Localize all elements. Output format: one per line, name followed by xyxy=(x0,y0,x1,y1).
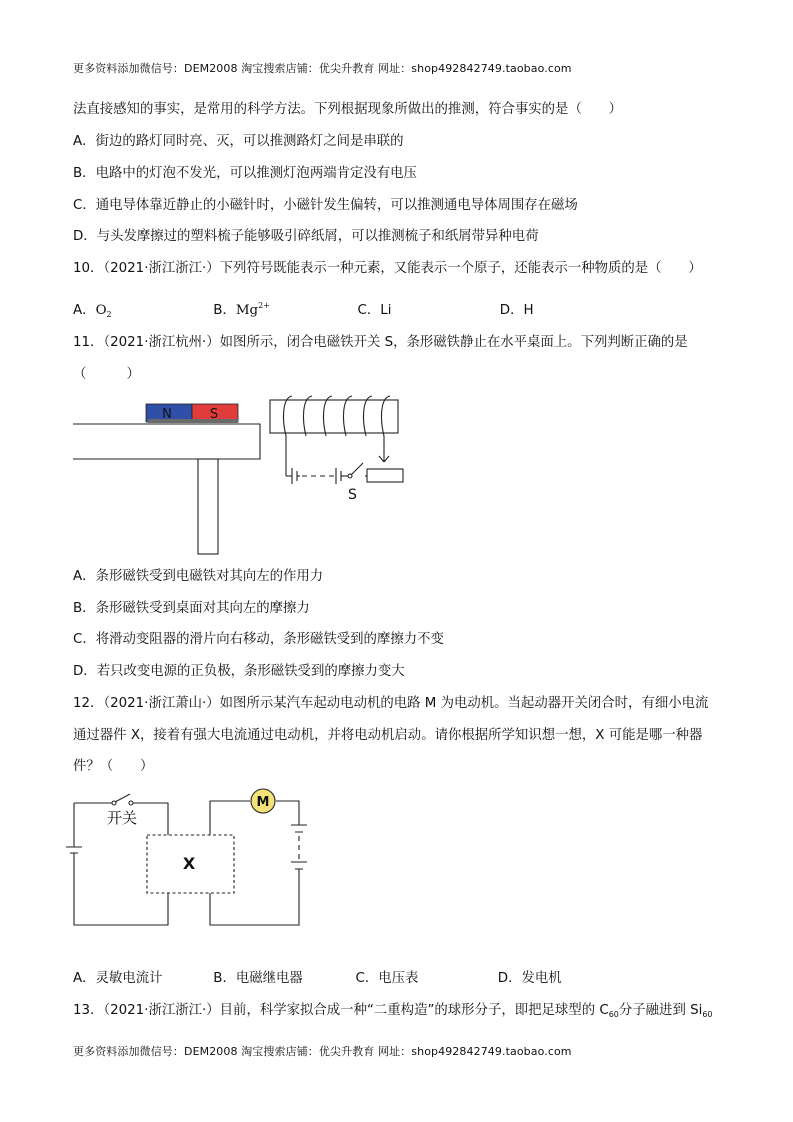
q10-option-a-label: A． xyxy=(73,303,96,318)
q12-option-d: D．发电机 xyxy=(497,971,562,986)
q11-stem-line1: 11．（2021·浙江杭州·）如图所示，闭合电磁铁开关 S，条形磁铁静止在水平桌面上。下列判断正确的是 xyxy=(73,335,688,350)
q12-options xyxy=(73,970,562,988)
magnet-n-label: N xyxy=(162,407,172,422)
q13-stem-main: 13．（2021·浙江浙江·）目前，科学家拟合成一种“二重构造”的球形分子，即把足球型的 C xyxy=(73,1003,609,1018)
q11-option-d: D．若只改变电源的正负极，条形磁铁受到的摩擦力变大 xyxy=(73,664,405,679)
q11-stem-line2: （ ） xyxy=(73,367,140,382)
left-battery xyxy=(66,847,82,853)
right-battery xyxy=(291,825,307,832)
q9-option-b: B．电路中的灯泡不发光，可以推测灯泡两端肯定没有电压 xyxy=(73,166,417,181)
q10-option-b-superscript: 2+ xyxy=(258,301,270,310)
q11-option-b: B．条形磁铁受到桌面对其向左的摩擦力 xyxy=(73,601,310,616)
q12-stem-line3: 件？（ ） xyxy=(73,759,154,774)
magnet-s-label: S xyxy=(209,407,219,422)
page-footer: 更多资料添加微信号：DEM2008 淘宝搜索店铺：优尖升教育 网址：shop492842749.taobao.com xyxy=(73,1045,572,1058)
q13-si60-subscript: 60 xyxy=(702,1010,713,1019)
q11-option-a: A．条形磁铁受到电磁铁对其向左的作用力 xyxy=(73,569,324,584)
q12-stem-line2: 通过器件 X，接着有强大电流通过电动机，并将电动机启动。请你根据所学知识想一想，X 可能是哪一种器 xyxy=(73,728,703,743)
q10-option-a-subscript: 2 xyxy=(106,310,112,319)
q13-stem xyxy=(73,1002,713,1024)
q10-option-b-formula: Mg xyxy=(235,303,259,318)
q9-option-a: A．街边的路灯同时亮、灭，可以推测路灯之间是串联的 xyxy=(73,134,404,149)
q10-option-a-formula: O xyxy=(95,303,107,318)
q10-option-b-label: B． xyxy=(213,303,236,318)
q9-stem-tail: 法直接感知的事实，是常用的科学方法。下列根据现象所做出的推测，符合事实的是（ ） xyxy=(73,102,623,117)
starter-switch xyxy=(115,794,130,802)
q10-option-d: D．H xyxy=(499,303,534,318)
motor-label: M xyxy=(256,795,270,810)
q10-stem: 10．（2021·浙江浙江·）下列符号既能表示一种元素，又能表示一个原子，还能表示一种物质的是（ ） xyxy=(73,261,702,276)
q13-c60-subscript: 60 xyxy=(608,1010,619,1019)
switch-s-label: S xyxy=(348,487,357,503)
q9-option-c: C．通电导体靠近静止的小磁针时，小磁针发生偏转，可以推测通电导体周围存在磁场 xyxy=(73,198,578,213)
q13-stem-mid: 分子融进到 Si xyxy=(618,1003,703,1018)
page-header: 更多资料添加微信号：DEM2008 淘宝搜索店铺：优尖升教育 网址：shop492842749.taobao.com xyxy=(73,62,572,75)
q12-option-a: A．灵敏电流计 xyxy=(73,971,163,986)
q12-stem-line1: 12．（2021·浙江萧山·）如图所示某汽车起动电动机的电路 M 为电动机。当起动器开关闭合时，有细小电流 xyxy=(73,696,709,711)
device-x-label: X xyxy=(182,854,196,873)
q12-option-c: C．电压表 xyxy=(355,971,419,986)
q12-option-b: B．电磁继电器 xyxy=(213,971,303,986)
q11-option-c: C．将滑动变阻器的滑片向右移动，条形磁铁受到的摩擦力不变 xyxy=(73,632,444,647)
q10-option-c: C．Li xyxy=(357,303,392,318)
q9-option-d: D．与头发摩擦过的塑料梳子能够吸引碎纸屑，可以推测梳子和纸屑带异种电荷 xyxy=(73,229,539,244)
switch-label: 开关 xyxy=(107,809,138,827)
